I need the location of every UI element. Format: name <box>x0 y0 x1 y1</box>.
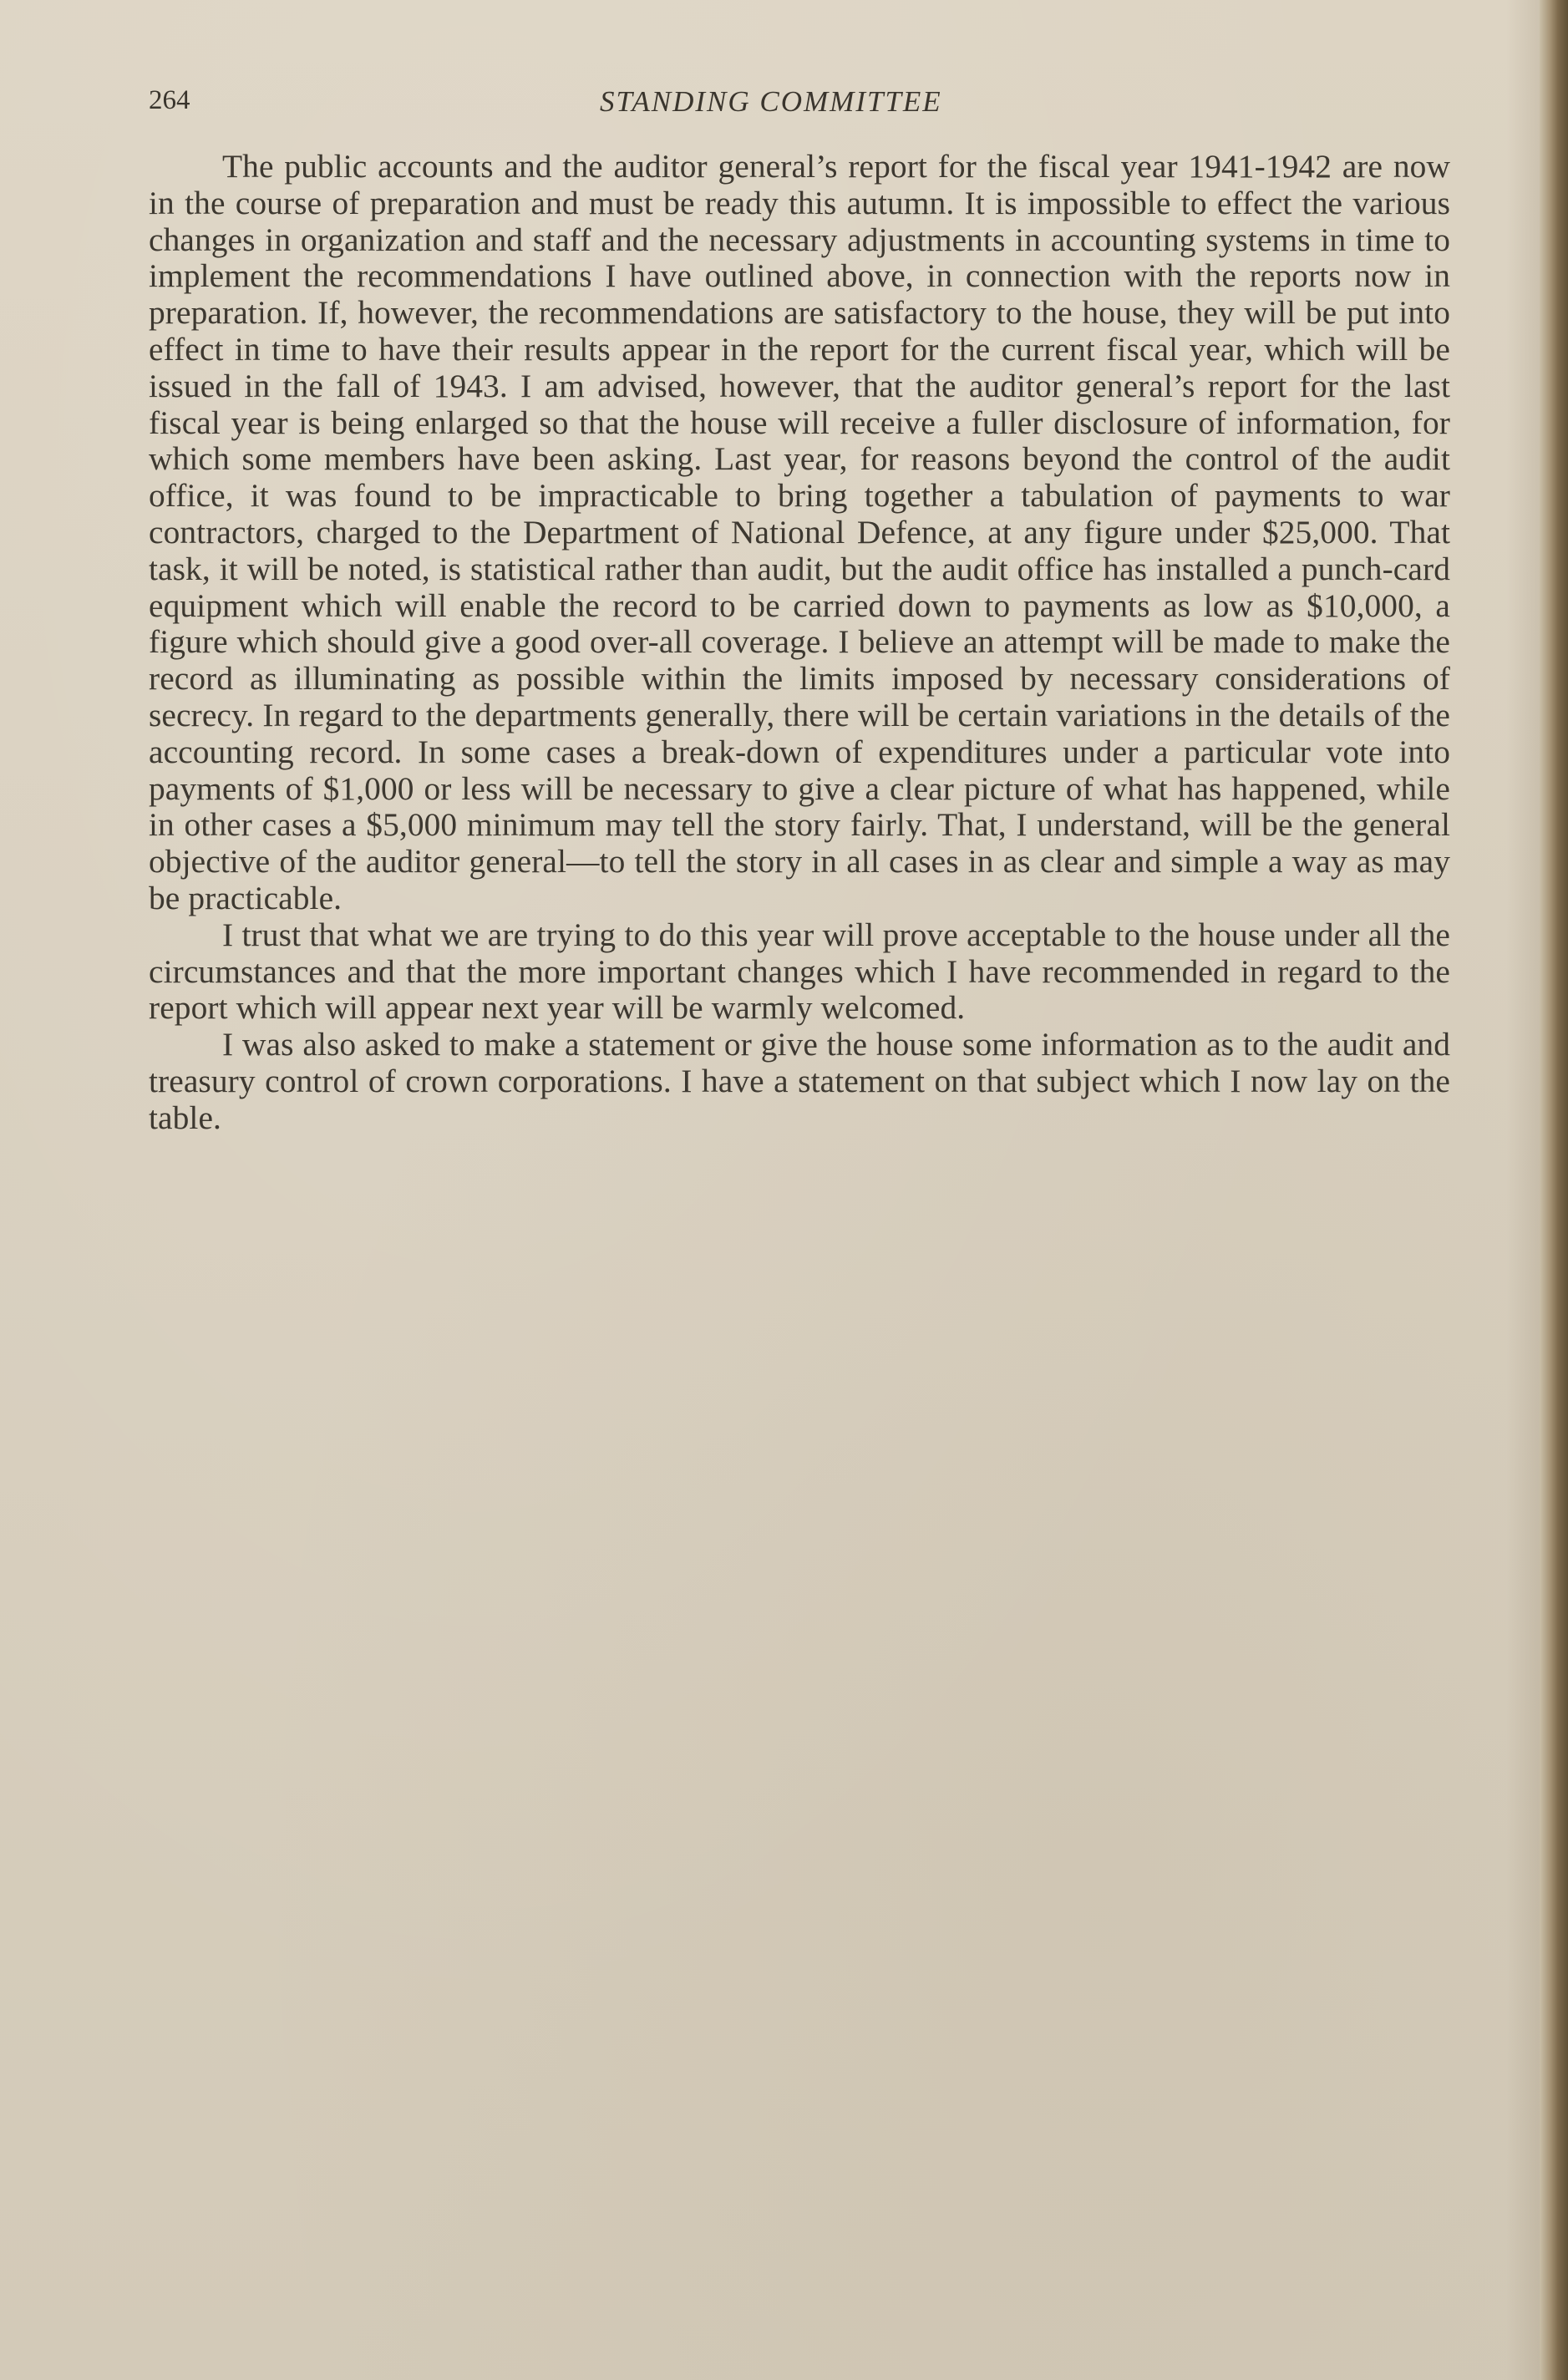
page-number: 264 <box>149 85 190 115</box>
paragraph-2: I trust that what we are trying to do this year will prove acceptable to the house under all the circumstances and that the more important changes which I have recommended in regard to the report which will appear next year will be warmly welcomed. <box>149 916 1450 1027</box>
page-edge-shadow <box>1506 0 1540 2380</box>
paragraph-3: I was also asked to make a statement or give the house some information as to the audit and treasury control of crown corporations. I have a statement on that subject which I now lay on the table. <box>149 1026 1450 1136</box>
page-header <box>149 85 1452 127</box>
page-edge <box>1540 0 1568 2380</box>
body-text <box>149 149 1450 1137</box>
running-head: STANDING COMMITTEE <box>600 85 942 118</box>
paragraph-1: The public accounts and the auditor general’s report for the fiscal year 1941-1942 are now in the course of preparation and must be ready this autumn. It is impossible to effect the various changes in organization and staff and the necessary adjustments in accounting systems in time to implement the recommendations I have outlined above, in connection with the reports now in preparation. If, however, the recommendations are satisfactory to the house, they will be put into effect in time to have their results appear in the report for the current fiscal year, which will be issued in the fall of 1943. I am advised, however, that the auditor general’s report for the last fiscal year is being enlarged so that the house will receive a fuller disclosure of information, for which some members have been asking. Last year, for reasons beyond the control of the audit office, it was found to be impracticable to bring together a tabulation of payments to war contractors, charged to the Department of National Defence, at any figure under $25,000. That task, it will be noted, is statistical rather than audit, but the audit office has installed a punch-card equipment which will enable the record to be carried down to payments as low as $10,000, a figure which should give a good over-all coverage. I believe an attempt will be made to make the record as illuminating as possible within the limits imposed by necessary considerations of secrecy. In regard to the departments generally, there will be certain variations in the details of the accounting record. In some cases a break-down of expenditures under a particular vote into payments of $1,000 or less will be necessary to give a clear picture of what has happened, while in other cases a $5,000 minimum may tell the story fairly. That, I understand, will be the general objective of the auditor general—to tell the story in all cases in as clear and simple a way as may be practicable. <box>149 148 1450 916</box>
